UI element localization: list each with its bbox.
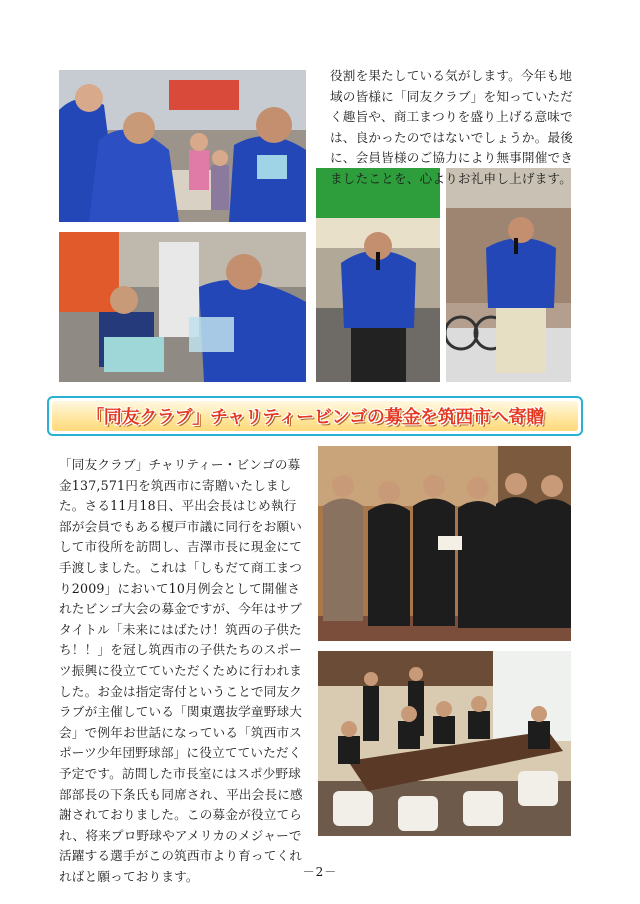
banner-inner bbox=[52, 401, 578, 431]
article-paragraph: 「同友クラブ」チャリティー・ビンゴの募金137,571円を筑西市に寄贈いたしました。さる11月18日、平出会長はじめ執行部が会員でもある榎戸市議に同行をお願いして市役所を訪問し、吉澤市長に現金にて手渡しました。これは「しもだて商工まつり2009」において10月例会として開催されたビンゴ大会の募金ですが、今年はサブタイトル「未来にはばたけ！筑西の子供たち！！」を冠し筑西市の子供たちのスポーツ振興に役立てていただくために行われました。お金は指定寄付ということで同友クラブが主催している「関東選抜学童野球大会」で例年お世話になっている「筑西市スポーツ少年団野球部」に役立てていただく予定です。訪問した市長室にはスポ少野球部部長の下条氏も同席され、平出会長に感謝されておりました。この募金が役立てられ、将来プロ野球やアメリカのメジャーで活躍する選手がこの筑西市より育ってくれればと願っております。 bbox=[59, 457, 303, 884]
photo-mayor-office-meeting bbox=[318, 651, 571, 836]
photo-prize-handover bbox=[59, 232, 306, 382]
photo-stage-speech-2 bbox=[446, 168, 571, 382]
photo-donation-presentation bbox=[318, 446, 571, 641]
page-number: －2－ bbox=[302, 865, 338, 879]
photo-festival-booth bbox=[59, 70, 306, 222]
banner-title: 「同友クラブ」チャリティービンゴの募金を筑西市へ寄贈 bbox=[86, 407, 544, 428]
intro-paragraph: 役割を果たしている気がします。今年も地域の皆様に「同友クラブ」を知っていただく趣旨や、商工まつりを盛り上げる意味では、良かったのではないでしょうか。最後に、会員皆様のご協力により無事開催できましたことを、心よりお礼申し上げます。 bbox=[330, 68, 574, 186]
photo-stage-speech-1 bbox=[316, 168, 440, 382]
section-banner bbox=[47, 396, 583, 436]
